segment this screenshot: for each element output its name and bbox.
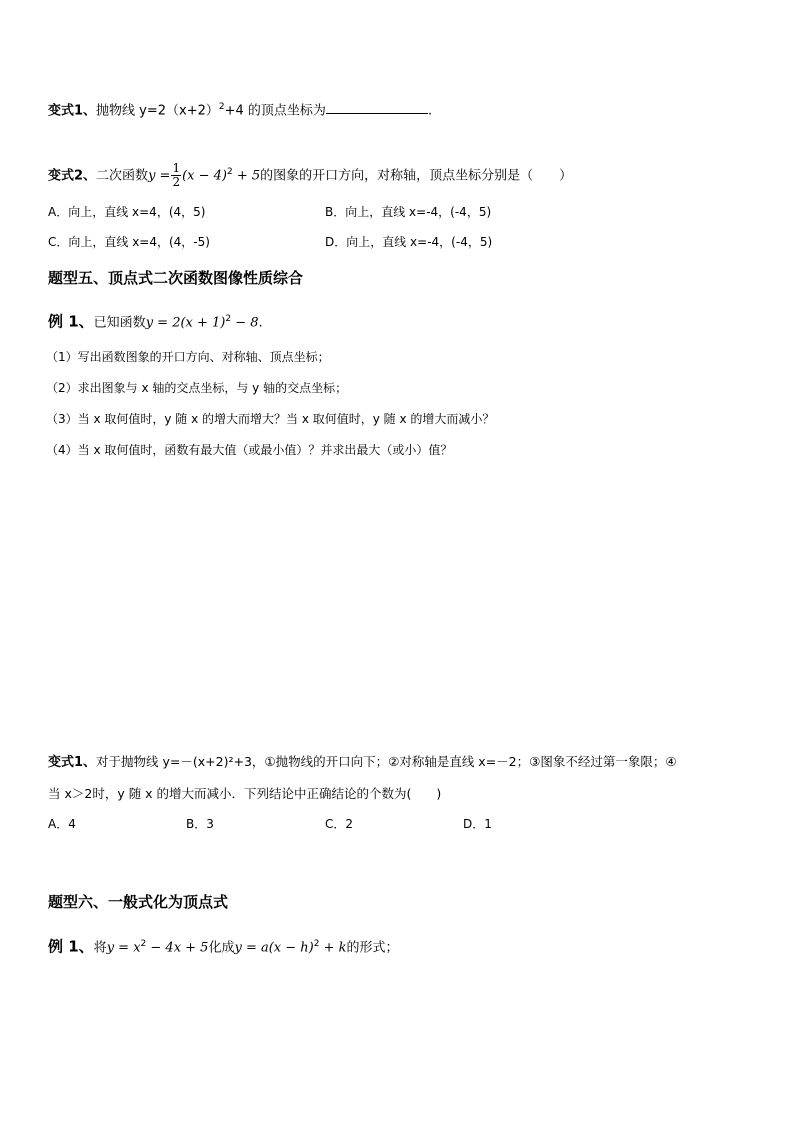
variant2-question [48,156,572,192]
option-a[interactable]: A．4 [48,817,76,831]
fraction-numerator: 1 [172,161,181,176]
answer-blank[interactable] [326,101,428,114]
example-label: 例 1、 [48,312,94,331]
variant1b-question-line2: 当 x＞2时，y 随 x 的增大而减小．下列结论中正确结论的个数为( ) [48,786,442,801]
variant-label: 变式1、 [48,103,97,119]
option-b[interactable]: B．向上，直线 x=-4，(-4，5) [325,205,492,219]
exponent: 2 [313,939,320,949]
option-c[interactable]: C．2 [325,817,354,831]
option-c[interactable]: C．向上，直线 x=4，(4，-5) [48,235,210,249]
equation-body: y = 2(x + 1) [145,315,226,331]
section-title: 题型六、一般式化为顶点式 [48,893,229,911]
question-suffix: 的形式； [346,940,399,956]
question-prefix: 已知函数 [93,315,146,331]
exponent: 2 [218,102,225,112]
equation-y: y = [148,168,171,184]
period: . [427,103,433,119]
question-text: 对于抛物线 y=－(x+2)²+3，①抛物线的开口向下；②对称轴是直线 x=－2；③图象不经过第一象限；④ [96,754,677,769]
equation-1-tail: − 4x + 5 [146,940,209,956]
section-title: 题型五、顶点式二次函数图像性质综合 [48,269,304,287]
option-a[interactable]: A．向上，直线 x=4，(4，5) [48,205,206,219]
equation-2: y = a(x − h) [234,940,314,956]
question-prefix: 将 [93,940,107,956]
variant1b-question-line1 [48,753,677,772]
sub-question-1: （1）写出函数图象的开口方向、对称轴、顶点坐标； [46,350,330,364]
connector-text: 化成 [208,940,235,956]
option-d[interactable]: D．向上，直线 x=-4，(-4，5) [325,235,493,249]
exponent: 2 [226,167,233,177]
equation-tail: + 5 [232,168,261,184]
variant1-question [48,98,432,120]
example1b-question [48,935,399,957]
sub-question-2: （2）求出图象与 x 轴的交点坐标，与 y 轴的交点坐标； [46,381,348,395]
variant-label: 变式2、 [48,168,97,184]
question-text: 抛物线 y=2（x+2） [96,103,219,119]
example-label: 例 1、 [48,937,94,956]
option-b[interactable]: B．3 [186,817,214,831]
variant-label: 变式1、 [48,755,97,770]
equation-tail: − 8 [231,315,259,331]
fraction-denominator: 2 [172,175,181,190]
exponent: 2 [225,314,232,324]
exponent: 2 [140,939,147,949]
sub-question-4: （4）当 x 取何值时，函数有最大值（或最小值）？并求出最大（或小）值？ [46,443,453,457]
question-suffix: 的图象的开口方向，对称轴，顶点坐标分别是（ ） [260,168,573,184]
fraction [171,162,181,189]
sub-question-3: （3）当 x 取何值时，y 随 x 的增大而增大？当 x 取何值时，y 随 x 的增大而减小？ [46,412,495,426]
equation-2-tail: + k [319,940,347,956]
question-text-2: +4 的顶点坐标为 [224,103,326,119]
question-prefix: 二次函数 [96,168,149,184]
option-d[interactable]: D．1 [463,817,492,831]
period: . [258,315,263,331]
equation-1: y = x [106,940,141,956]
example1-question [48,310,263,332]
equation-body: (x − 4) [182,168,227,184]
